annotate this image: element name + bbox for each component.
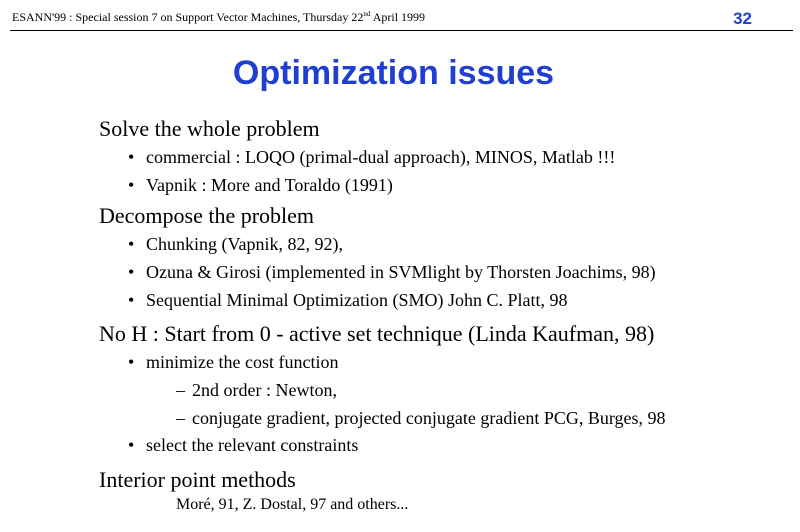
page-number: 32 bbox=[733, 9, 752, 28]
bullet-text: Chunking (Vapnik, 82, 92), bbox=[146, 234, 343, 254]
bullet-icon: • bbox=[128, 147, 135, 167]
heading-interior: Interior point methods bbox=[99, 467, 296, 492]
bullet-item bbox=[128, 234, 343, 255]
bullet-icon: • bbox=[128, 262, 135, 282]
header-text-main: ESANN'99 : Special session 7 on Support Vector Machines, Thursday 22 bbox=[12, 10, 364, 24]
bullet-icon: • bbox=[128, 435, 135, 455]
sub-item-text: conjugate gradient, projected conjugate gradient PCG, Burges, 98 bbox=[192, 408, 666, 428]
bullet-item bbox=[128, 147, 615, 168]
interior-references: Moré, 91, Z. Dostal, 97 and others... bbox=[176, 496, 409, 513]
bullet-icon: • bbox=[128, 290, 135, 310]
slide-title: Optimization issues bbox=[232, 54, 555, 92]
heading-decompose: Decompose the problem bbox=[99, 203, 315, 228]
bullet-icon: • bbox=[128, 175, 135, 195]
header-caption bbox=[12, 10, 425, 25]
bullet-icon: • bbox=[128, 234, 135, 254]
bullet-item bbox=[128, 290, 567, 311]
slide-header bbox=[10, 8, 794, 28]
bullet-icon: • bbox=[128, 352, 135, 372]
header-superscript: nd bbox=[363, 10, 371, 18]
header-divider bbox=[10, 30, 793, 31]
bullet-text: Sequential Minimal Optimization (SMO) John C. Platt, 98 bbox=[146, 290, 568, 310]
heading-no-h: No H : Start from 0 - active set technique (Linda Kaufman, 98) bbox=[99, 321, 655, 346]
bullet-text: Ozuna & Girosi (implemented in SVMlight by Thorsten Joachims, 98) bbox=[146, 262, 656, 282]
bullet-text: Vapnik : More and Toraldo (1991) bbox=[146, 175, 393, 195]
sub-item-text: 2nd order : Newton, bbox=[192, 380, 337, 400]
bullet-item bbox=[128, 175, 393, 196]
bullet-text: commercial : LOQO (primal-dual approach), MINOS, Matlab !!! bbox=[146, 147, 616, 167]
bullet-item bbox=[128, 352, 338, 373]
bullet-text: select the relevant constraints bbox=[146, 435, 359, 455]
heading-solve: Solve the whole problem bbox=[99, 116, 320, 141]
dash-icon: – bbox=[176, 380, 185, 400]
bullet-item bbox=[128, 435, 358, 456]
header-text-end: April 1999 bbox=[370, 10, 426, 24]
sub-item bbox=[176, 408, 666, 429]
bullet-item bbox=[128, 262, 656, 283]
dash-icon: – bbox=[176, 408, 185, 428]
bullet-text: minimize the cost function bbox=[146, 352, 339, 372]
sub-item bbox=[176, 380, 337, 401]
